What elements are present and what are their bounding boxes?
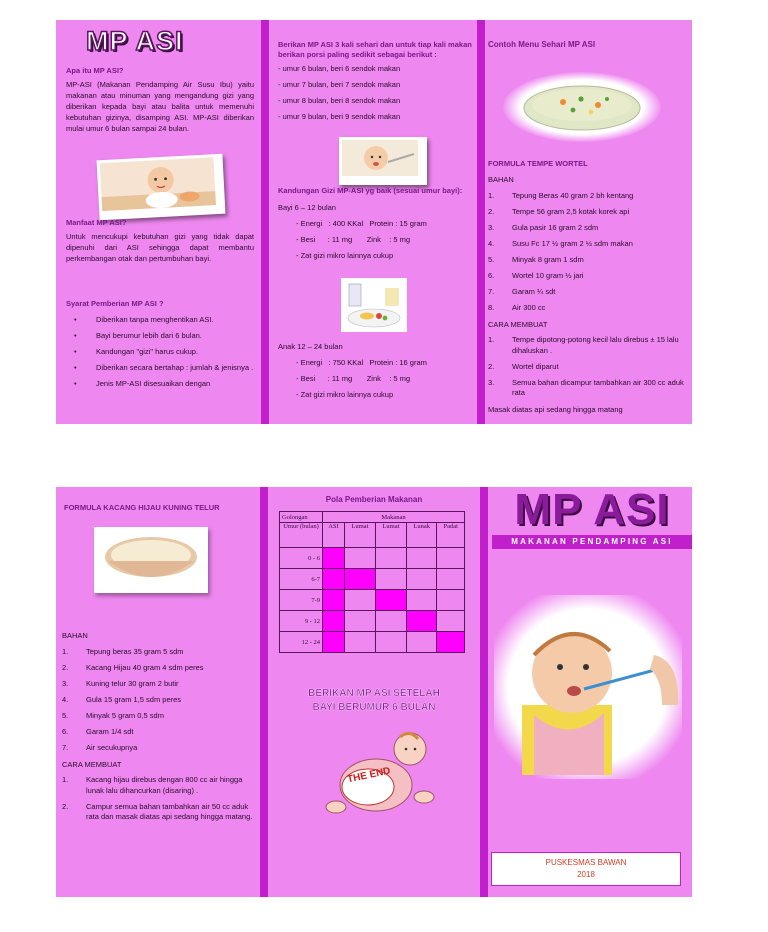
table-cell (437, 569, 465, 590)
manfaat-text: Untuk mencukupi kebutuhan gizi yang tidak dapat dipenuhi dari ASI sehingga dapat membantu perkembangan otak dan pertumbuhan bayi. (66, 232, 254, 263)
table-header: Padat (437, 523, 465, 548)
porsi-heading: Berikan MP ASI 3 kali sehari dan untuk tiap kali makan berikan porsi paling sedikit sebagai berikut : (278, 40, 472, 59)
anak-line: - Energi : 750 KKal Protein : 16 gram (296, 358, 427, 367)
cover-title: MP ASI (514, 487, 670, 534)
list-item: • Bayi berumur lebih dari 6 bulan. (66, 331, 256, 341)
porridge-bowl-illustration (94, 527, 208, 593)
column-cover (488, 487, 692, 897)
list-item: • Diberikan tanpa menghentikan ASI. (66, 315, 256, 325)
list-item: • Kandungan "gizi" harus cukup. (66, 347, 256, 357)
table-cell: 6-7 (280, 569, 323, 590)
manfaat-heading: Manfaat MP ASI? (66, 218, 127, 227)
anak-line: - Besi : 11 mg Zink : 5 mg (296, 374, 411, 383)
list-item: 5. Minyak 5 gram 0,5 sdm (62, 711, 164, 720)
the-end-illustration (318, 727, 448, 827)
baby-spoon-illustration (342, 140, 418, 176)
list-item: • Jenis MP-ASI disesuaikan dengan (66, 379, 256, 389)
list-item: 2. Tempe 56 gram 2,5 kotak korek api (488, 207, 630, 216)
slogan (268, 687, 480, 715)
baby-spoon-photo (339, 137, 427, 185)
page-title: MP ASI (86, 26, 184, 56)
list-item: 6. Garam 1/4 sdt (62, 727, 134, 736)
pola-heading: Pola Pemberian Makanan (325, 495, 423, 504)
list-item: • Diberikan secara bertahap : jumlah & jenisnya . (66, 363, 256, 373)
soup-bowl-illustration (503, 72, 661, 142)
list-item: 1. Kacang hijau direbus dengan 800 cc air hingga lunak lalu dihancurkan (disaring) . (62, 775, 243, 795)
cara-label: CARA MEMBUAT (488, 320, 548, 329)
bahan-label: BAHAN (62, 631, 88, 640)
list-item: 5. Minyak 8 gram 1 sdm (488, 255, 584, 264)
table-header: Golongan (280, 512, 323, 523)
list-item: 8. Air 300 cc (488, 303, 546, 312)
table-cell (323, 611, 345, 632)
bayi-line: - Energi : 400 KKal Protein : 15 gram (296, 219, 427, 228)
table-header: Lunak (406, 523, 437, 548)
table-cell (375, 590, 406, 611)
table-row (280, 569, 465, 590)
table-cell: 12 - 24 (280, 632, 323, 653)
column-divider (477, 20, 485, 424)
table-cell (437, 611, 465, 632)
table-header: Umur (bulan) (280, 523, 323, 548)
table-cell (344, 569, 375, 590)
tempe-bahan-list (488, 191, 688, 314)
table-cell (323, 548, 345, 569)
column-pola (268, 487, 480, 897)
tempe-heading: FORMULA TEMPE WORTEL (488, 159, 588, 168)
breakfast-illustration (341, 278, 407, 332)
baby-feeding-illustration (494, 595, 682, 779)
table-cell (344, 590, 375, 611)
table-cell (323, 590, 345, 611)
table-cell (437, 548, 465, 569)
cover-baby-photo (494, 595, 682, 779)
list-item: 1. Tepung beras 35 gram 5 sdm (62, 647, 184, 656)
kacang-bahan-list (62, 647, 258, 754)
tempe-footer: Masak diatas api sedang hingga matang (488, 405, 623, 414)
column-intro (56, 20, 261, 424)
brochure-page-outside (56, 487, 692, 897)
tempe-cara-list (488, 335, 688, 399)
table-cell (406, 569, 437, 590)
list-item: 1. Tepung Beras 40 gram 2 bh kentang (488, 191, 634, 200)
apa-text: MP-ASI (Makanan Pendamping Air Susu Ibu) yaitu makanan atau minuman yang mengandung gizi yang diberikan kepada bayi atau balita untuk memenuhi kebutuhan giziny​a, disamping ASI. MP-ASI diberikan mulai umur 6 bulan sampai 24 bulan. (66, 80, 254, 133)
porsi-item: - umur 6 bulan, beri 6 sendok makan (278, 64, 401, 73)
kacang-heading: FORMULA KACANG HIJAU KUNING TELUR (64, 503, 220, 512)
soup-bowl-photo (503, 72, 661, 142)
kacang-cara-list (62, 775, 258, 823)
table-cell (406, 611, 437, 632)
list-item: 2. Campur semua bahan tambahkan air 50 cc aduk rata dan masak diatas api sedang hingga matang. (62, 801, 253, 821)
syarat-heading: Syarat Pemberian MP ASI ? (66, 299, 164, 308)
table-cell (437, 590, 465, 611)
table-cell (344, 632, 375, 653)
bayi-line: - Zat gizi mikro lainnya cukup (296, 251, 394, 260)
column-portions (269, 20, 477, 424)
table-cell: 9 - 12 (280, 611, 323, 632)
table-cell (375, 611, 406, 632)
list-item: 3. Gula pasir 16 gram 2 sdm (488, 223, 599, 232)
footer-organization: PUSKESMAS BAWAN (545, 858, 627, 867)
table-cell (375, 632, 406, 653)
brochure-page-inside (56, 20, 692, 424)
footer-year: 2018 (577, 870, 595, 879)
baby-eating-photo (97, 154, 226, 221)
table-cell (344, 548, 375, 569)
list-item: 1. Tempe dipotong-potong kecil lalu direbus ± 15 lalu dihaluskan . (488, 335, 679, 355)
column-kacang (56, 487, 260, 897)
syarat-list (66, 315, 256, 389)
list-item: 7. Garam ¼ sdt (488, 287, 556, 296)
table-cell (406, 590, 437, 611)
table-cell (437, 632, 465, 653)
list-item: 6. Wortel 10 gram ½ jari (488, 271, 584, 280)
table-cell (406, 632, 437, 653)
column-divider (260, 487, 268, 897)
list-item: 3. Semua bahan dicampur tambahkan air 300 cc aduk rata (488, 377, 684, 397)
table-header: ASI (323, 523, 345, 548)
table-cell: 7-9 (280, 590, 323, 611)
cover-footer-box (491, 852, 681, 886)
anak-line: - Zat gizi mikro lainnya cukup (296, 390, 394, 399)
table-row (280, 632, 465, 653)
porsi-item: - umur 8 bulan, beri 8 sendok makan (278, 96, 401, 105)
table-cell (323, 632, 345, 653)
table-cell (406, 548, 437, 569)
porsi-item: - umur 9 bulan, beri 9 sendok makan (278, 112, 401, 121)
the-end-text: THE END (346, 765, 392, 786)
list-item: 2. Wortel diparut (488, 361, 559, 371)
kandungan-heading: Kandungan Gizi MP-ASI yg baik (sesuai umur bayi): (278, 186, 463, 195)
anak-label: Anak 12 – 24 bulan (278, 342, 343, 351)
bayi-line: - Besi : 11 mg Zink : 5 mg (296, 235, 411, 244)
table-row (280, 611, 465, 632)
breakfast-photo (341, 278, 407, 332)
table-header: Makanan (323, 512, 465, 523)
list-item: 7. Air secukupnya (62, 743, 138, 752)
porridge-bowl-photo (94, 527, 208, 593)
table-cell: 0 - 6 (280, 548, 323, 569)
list-item: 4. Gula 15 gram 1,5 sdm peres (62, 695, 182, 704)
porsi-item: - umur 7 bulan, beri 7 sendok makan (278, 80, 401, 89)
table-cell (375, 569, 406, 590)
table-cell (323, 569, 345, 590)
cara-label: CARA MEMBUAT (62, 760, 122, 769)
list-item: 2. Kacang Hijau 40 gram 4 sdm peres (62, 663, 204, 672)
column-divider (480, 487, 488, 897)
column-menu (485, 20, 692, 424)
table-row (280, 548, 465, 569)
table-cell (375, 548, 406, 569)
table-header: Lumat (344, 523, 375, 548)
pola-table (279, 511, 465, 653)
bayi-label: Bayi 6 – 12 bulan (278, 203, 336, 212)
apa-heading: Apa itu MP ASI? (66, 66, 124, 75)
slogan-line: BAYI BERUMUR 6 BULAN (312, 702, 436, 713)
list-item: 4. Susu Fc 17 ½ gram 2 ½ sdm makan (488, 239, 633, 248)
column-divider (261, 20, 269, 424)
table-row (280, 590, 465, 611)
list-item: 3. Kuning telur 30 gram 2 butir (62, 679, 179, 688)
slogan-line: BERIKAN MP ASI SETELAH (308, 688, 440, 699)
table-cell (344, 611, 375, 632)
baby-eating-illustration (100, 157, 216, 211)
cover-subtitle: MAKANAN PENDAMPING ASI (511, 537, 673, 546)
menu-heading: Contoh Menu Sehari MP ASI (488, 40, 596, 49)
bahan-label: BAHAN (488, 175, 514, 184)
table-header: Lumat (375, 523, 406, 548)
